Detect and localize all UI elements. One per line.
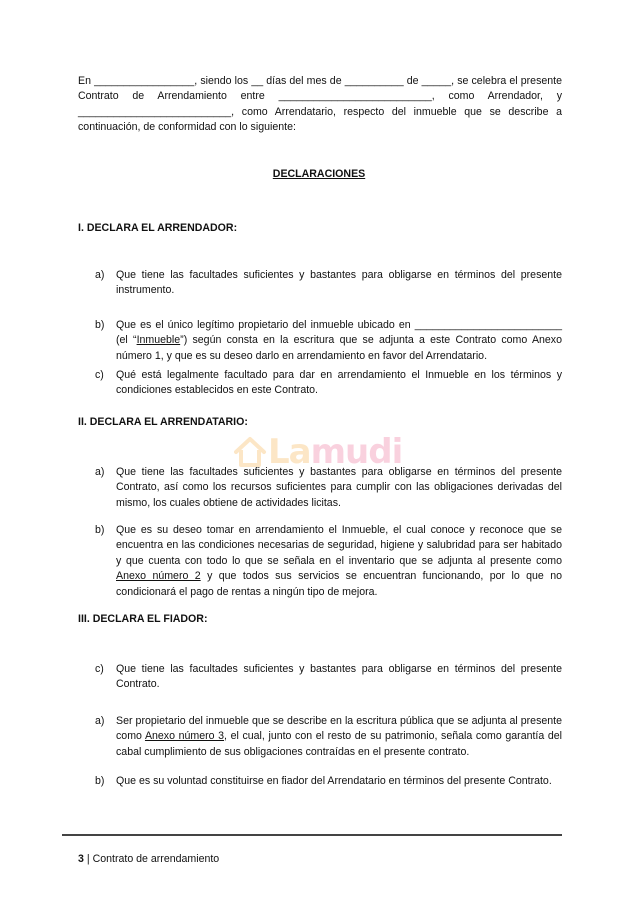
item-text-post: ”) según consta en la escritura que se adjunta a este Contrato como Anexo número 1, y que es su deseo darlo en arrendamiento en favor del Arrendatario.: [116, 334, 562, 362]
declarations-title: DECLARACIONES: [272, 168, 366, 180]
item-text: [116, 523, 562, 600]
list-item: [95, 774, 562, 789]
item-text: [116, 714, 562, 760]
item-letter: a): [95, 269, 105, 281]
page-footer: [78, 853, 219, 865]
item-letter: a): [95, 715, 105, 727]
item-letter: b): [95, 524, 105, 536]
list-item: [95, 662, 562, 693]
section-heading-arrendatario: II. DECLARA EL ARRENDATARIO:: [78, 416, 248, 428]
anexo-3-link: Anexo número 3: [144, 730, 225, 743]
list-item: [95, 368, 562, 399]
anexo-2-link: Anexo número 2: [116, 570, 201, 583]
watermark-text-la: La: [268, 432, 311, 472]
footer-label: Contrato de arrendamiento: [92, 853, 220, 865]
item-letter: b): [95, 775, 105, 787]
section-heading-arrendador: I. DECLARA EL ARRENDADOR:: [78, 222, 238, 234]
page-number: 3: [78, 853, 84, 865]
item-text: [116, 318, 562, 364]
item-text-pre: Ser propietario del inmueble que se describe en la escritura pública que se adjunta al presente como: [116, 715, 562, 743]
item-text-post: y que todos sus servicios se encuentran funcionando, por lo que no condicionará el pago de rentas a ningún tipo de mejora.: [116, 570, 562, 598]
item-text: Que tiene las facultades suficientes y bastantes para obligarse en términos del presente Contrato.: [116, 663, 562, 691]
item-text: Que es su voluntad constituirse en fiador del Arrendatario en términos del presente Contrato.: [116, 775, 552, 787]
item-text: Que tiene las facultades suficientes y bastantes para obligarse en términos del presente instrumento.: [116, 269, 562, 297]
section-heading-fiador: III. DECLARA EL FIADOR:: [78, 613, 208, 625]
footer-divider: [62, 834, 562, 836]
item-text-pre: Que es su deseo tomar en arrendamiento el Inmueble, el cual conoce y reconoce que se encuentra en las condiciones necesarias de seguridad, higiene y salubridad para ser habitado y que cuenta con todo lo que se señala en el inventario que se adjunta al presente como: [116, 524, 562, 567]
item-text: Que tiene las facultades suficientes y bastantes para obligarse en términos del presente Contrato, así como los recursos suficientes para cumplir con las obligaciones derivadas del mismo, los cuales obtiene de actividades licitas.: [116, 466, 562, 509]
intro-paragraph: [78, 74, 562, 136]
intro-text: En _________________, siendo los __ días del mes de __________ de _____, se celebra el presente Contrato de Arrendamiento entre __________________________, como Arrendador, y __________________________, como Arrendatario, respecto del inmueble que se describe a continuación, de conformidad con lo siguiente:: [78, 75, 562, 134]
list-item: [95, 268, 562, 299]
item-text: Qué está legalmente facultado para dar en arrendamiento el Inmueble en los términos y condiciones establecidos en este Contrato.: [116, 369, 562, 397]
list-item: [95, 318, 562, 364]
list-item: [95, 523, 562, 600]
item-letter: c): [95, 663, 104, 675]
item-letter: b): [95, 319, 105, 331]
watermark-text-mudi: mudi: [310, 432, 403, 472]
item-letter: c): [95, 369, 104, 381]
item-text-pre: Que es el único legítimo propietario del inmueble ubicado en _________________________ (el “: [116, 319, 562, 347]
list-item: [95, 714, 562, 760]
item-text-post: , el cual, junto con el resto de su patrimonio, señala como garantía del cabal cumplimiento de sus obligaciones contraídas en el presente contrato.: [116, 730, 563, 758]
footer-separator: |: [86, 853, 90, 865]
inmueble-link: Inmueble: [136, 334, 181, 347]
list-item: [95, 465, 562, 511]
item-letter: a): [95, 466, 105, 478]
